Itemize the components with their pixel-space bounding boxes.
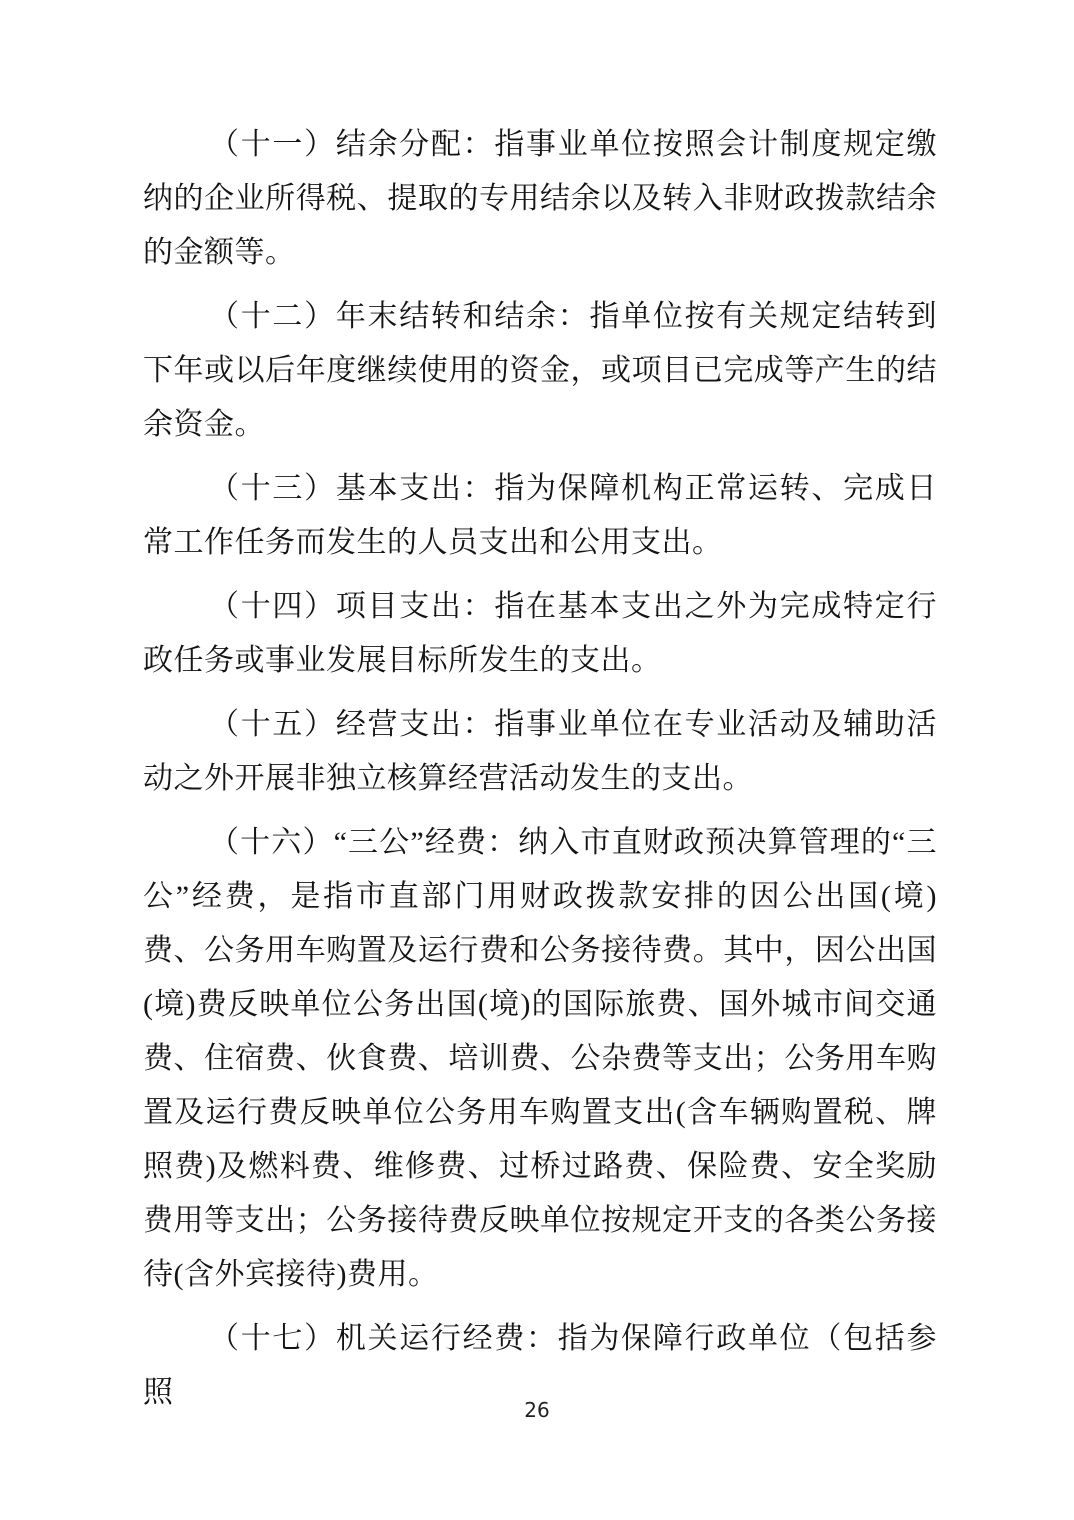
paragraph-item-17: （十七）机关运行经费：指为保障行政单位（包括参照	[143, 1322, 937, 1409]
paragraph-item-12: （十二）年末结转和结余：指单位按有关规定结转到下年或以后年度继续使用的资金，或项目已完成等产生的结余资金。	[143, 300, 937, 441]
paragraph-item-14: （十四）项目支出：指在基本支出之外为完成特定行政任务或事业发展目标所发生的支出。	[143, 590, 937, 677]
paragraph-item-16: （十六）“三公”经费：纳入市直财政预决算管理的“三公”经费，是指市直部门用财政拨款安排的因公出国(境)费、公务用车购置及运行费和公务接待费。其中，因公出国(境)费反映单位公务出国(境)的国际旅费、国外城市间交通费、住宿费、伙食费、培训费、公杂费等支出；公务用车购置及运行费反映单位公务用车购置支出(含车辆购置税、牌照费)及燃料费、维修费、过桥过路费、保险费、安全奖励费用等支出；公务接待费反映单位按规定开支的各类公务接待(含外宾接待)费用。	[143, 826, 937, 1291]
paragraph-item-11: （十一）结余分配：指事业单位按照会计制度规定缴纳的企业所得税、提取的专用结余以及转入非财政拨款结余的金额等。	[143, 128, 937, 269]
paragraph-item-15: （十五）经营支出：指事业单位在专业活动及辅助活动之外开展非独立核算经营活动发生的支出。	[143, 708, 937, 795]
page-number: 26	[524, 1398, 550, 1422]
page-footer	[0, 1398, 1074, 1422]
document-body-text	[143, 118, 937, 1420]
paragraph-item-13: （十三）基本支出：指为保障机构正常运转、完成日常工作任务而发生的人员支出和公用支出。	[143, 472, 937, 559]
